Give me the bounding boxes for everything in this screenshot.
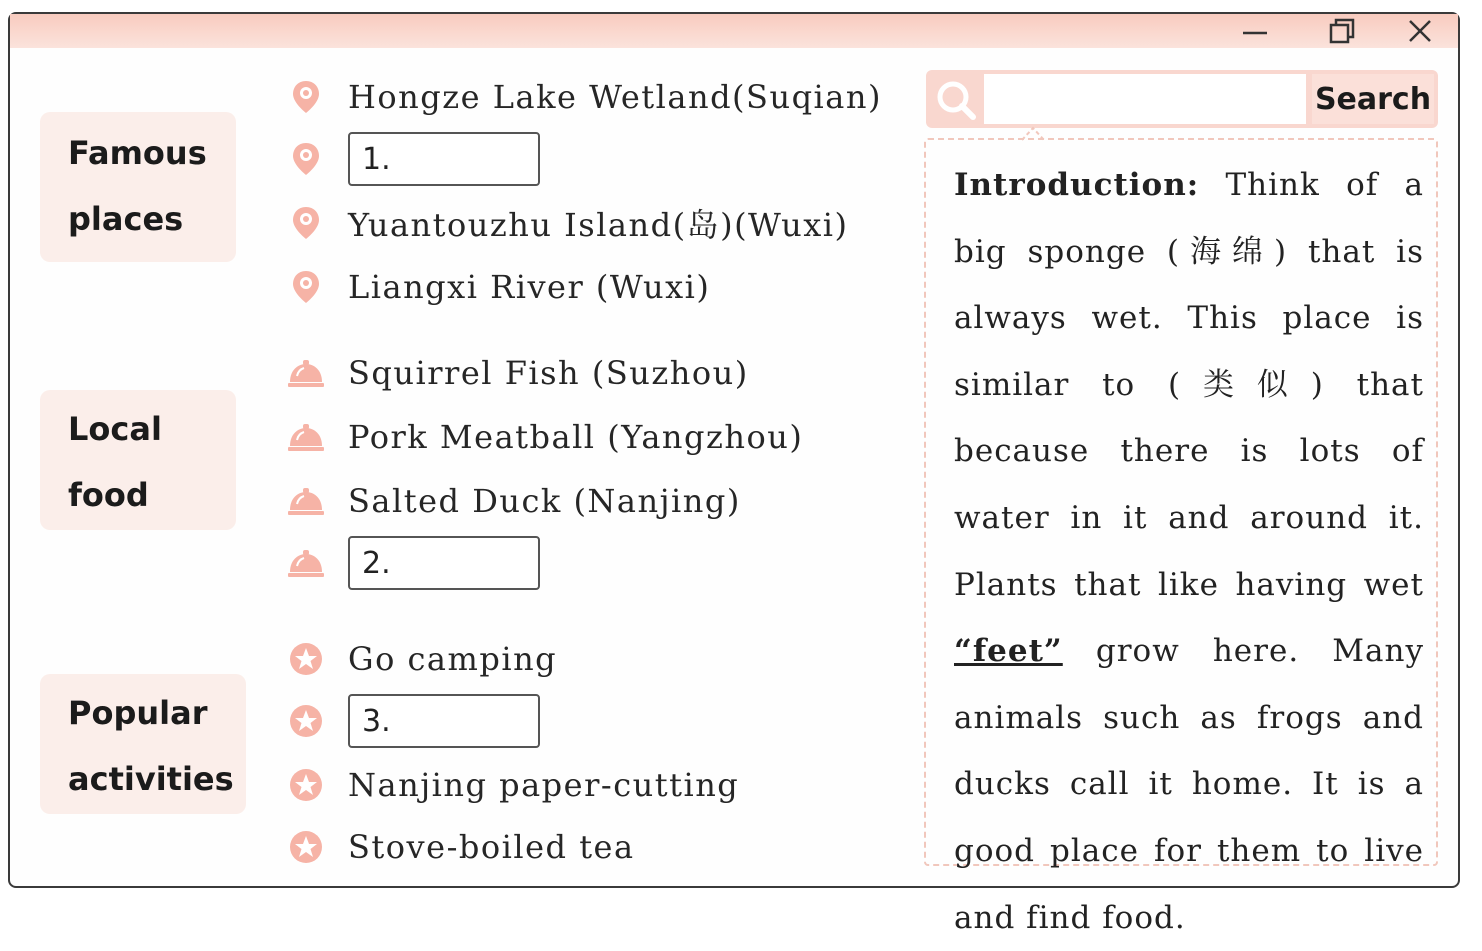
list-item	[288, 198, 849, 248]
close-button[interactable]	[1400, 16, 1440, 46]
minimize-icon	[1235, 16, 1275, 46]
food-cloche-icon	[288, 545, 324, 581]
map-pin-icon	[288, 205, 324, 241]
item-text: Squirrel Fish (Suzhou)	[348, 354, 749, 392]
map-pin-icon	[288, 79, 324, 115]
item-text: Stove-boiled tea	[348, 828, 635, 866]
map-pin-icon	[288, 269, 324, 305]
list-item	[288, 476, 741, 526]
title-bar	[10, 14, 1458, 48]
star-badge-icon	[288, 703, 324, 739]
list-item	[288, 760, 739, 810]
search-button[interactable]: Search	[1312, 74, 1434, 124]
food-cloche-icon	[288, 419, 324, 455]
introduction-body-end: grow here. Many animals such as frogs and ducks call it home. It is a good place for them to live and find food.	[954, 633, 1424, 936]
search-bar	[926, 70, 1438, 128]
list-item	[288, 412, 803, 462]
category-label-food	[68, 396, 162, 528]
category-line: Local	[68, 410, 162, 448]
item-text: Go camping	[348, 640, 558, 678]
item-text: Liangxi River (Wuxi)	[348, 268, 711, 306]
search-icon[interactable]	[934, 78, 978, 122]
item-text: Salted Duck (Nanjing)	[348, 482, 741, 520]
answer-number: 1.	[362, 141, 391, 177]
map-pin-icon	[288, 141, 324, 177]
minimize-button[interactable]	[1235, 16, 1275, 46]
restore-icon	[1322, 16, 1362, 46]
introduction-emphasis: “feet”	[954, 633, 1063, 670]
introduction-label: Introduction:	[954, 167, 1200, 203]
star-badge-icon	[288, 767, 324, 803]
introduction-text	[954, 152, 1424, 951]
list-item	[288, 696, 540, 746]
list-item	[288, 134, 540, 184]
answer-number: 3.	[362, 703, 391, 739]
category-line: Famous	[68, 134, 207, 172]
introduction-body: Think of a big sponge (海绵) that is always wet. This place is similar to (类似) that because there is lots of water in it and around it. Plants that like having wet	[954, 167, 1424, 603]
category-label-activities	[68, 680, 234, 812]
list-item	[288, 262, 710, 312]
category-line: activities	[68, 760, 234, 798]
list-item	[288, 822, 635, 872]
category-label-places	[68, 120, 207, 252]
item-text: Pork Meatball (Yangzhou)	[348, 418, 804, 456]
list-item	[288, 348, 749, 398]
food-cloche-icon	[288, 355, 324, 391]
maximize-button[interactable]	[1322, 16, 1362, 46]
item-text: Hongze Lake Wetland(Suqian)	[348, 78, 882, 116]
category-line: Popular	[68, 694, 208, 732]
answer-box-1[interactable]	[348, 132, 540, 186]
search-input[interactable]	[984, 74, 1306, 124]
category-line: food	[68, 476, 149, 514]
item-text: Yuantouzhu Island(岛)(Wuxi)	[348, 206, 849, 244]
food-cloche-icon	[288, 483, 324, 519]
answer-box-2[interactable]	[348, 536, 540, 590]
star-badge-icon	[288, 641, 324, 677]
list-item	[288, 538, 540, 588]
app-window	[8, 12, 1460, 936]
list-item	[288, 72, 882, 122]
star-badge-icon	[288, 829, 324, 865]
introduction-panel	[924, 138, 1438, 936]
category-line: places	[68, 200, 184, 238]
close-icon	[1400, 16, 1440, 46]
answer-number: 2.	[362, 545, 391, 581]
item-text: Nanjing paper-cutting	[348, 766, 740, 804]
answer-box-3[interactable]	[348, 694, 540, 748]
list-item	[288, 634, 557, 684]
